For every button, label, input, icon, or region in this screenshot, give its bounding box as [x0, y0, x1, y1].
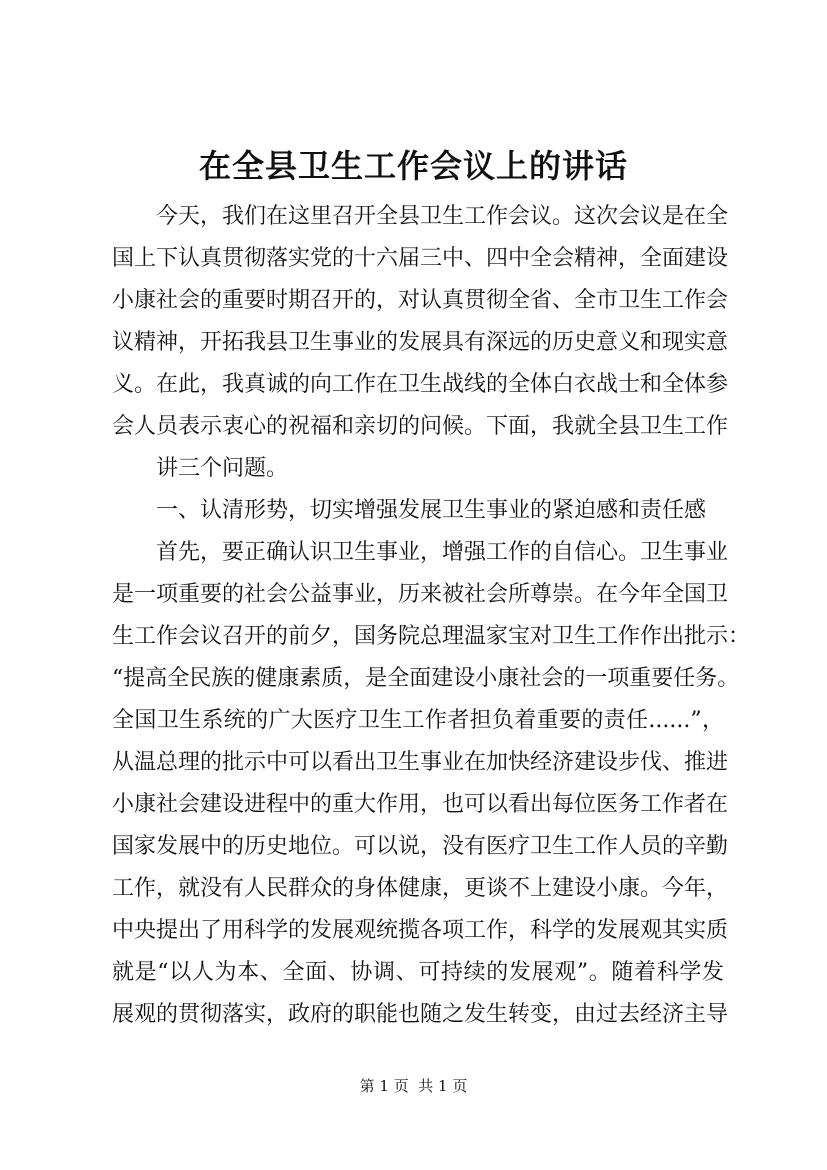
body-line: 小康社会建设进程中的重大作用，也可以看出每位医务工作者在	[112, 792, 729, 817]
page-footer	[0, 1075, 827, 1097]
body-line: 全国卫生系统的广大医疗卫生工作者担负着重要的责任......”，	[112, 708, 724, 733]
body-line: “提高全民族的健康素质，是全面建设小康社会的一项重要任务。	[112, 666, 740, 691]
body-line: 今天，我们在这里召开全县卫生工作会议。这次会议是在全	[156, 204, 729, 229]
body-line: 工作，就没有人民群众的身体健康，更谈不上建设小康。今年，	[112, 876, 729, 901]
body-line: 国家发展中的历史地位。可以说，没有医疗卫生工作人员的辛勤	[112, 834, 729, 859]
body-line: 义。在此，我真诚的向工作在卫生战线的全体白衣战士和全体参	[112, 372, 729, 397]
body-line: 生工作会议召开的前夕，国务院总理温家宝对卫生工作作出批示：	[112, 624, 751, 649]
body-line: 讲三个问题。	[156, 456, 289, 481]
body-line: 小康社会的重要时期召开的，对认真贯彻全省、全市卫生工作会	[112, 288, 729, 313]
body-line: 议精神，开拓我县卫生事业的发展具有深远的历史意义和现实意	[112, 330, 729, 355]
page-number-label: 第 1 页 共 1 页	[359, 1077, 468, 1095]
section-heading: 一、认清形势，切实增强发展卫生事业的紧迫感和责任感	[156, 498, 707, 523]
body-line: 从温总理的批示中可以看出卫生事业在加快经济建设步伐、推进	[112, 750, 729, 775]
document-body	[112, 196, 751, 1036]
body-line: 是一项重要的社会公益事业，历来被社会所尊崇。在今年全国卫	[112, 582, 729, 607]
body-line: 首先，要正确认识卫生事业，增强工作的自信心。卫生事业	[156, 540, 729, 565]
body-line: 就是“以人为本、全面、协调、可持续的发展观”。随着科学发	[112, 960, 724, 985]
body-line: 展观的贯彻落实，政府的职能也随之发生转变，由过去经济主导	[112, 1002, 729, 1027]
body-line: 国上下认真贯彻落实党的十六届三中、四中全会精神，全面建设	[112, 246, 729, 271]
body-line: 会人员表示衷心的祝福和亲切的问候。下面，我就全县卫生工作	[112, 414, 729, 439]
document-title: 在全县卫生工作会议上的讲话	[198, 147, 628, 185]
body-line: 中央提出了用科学的发展观统揽各项工作，科学的发展观其实质	[112, 918, 729, 943]
